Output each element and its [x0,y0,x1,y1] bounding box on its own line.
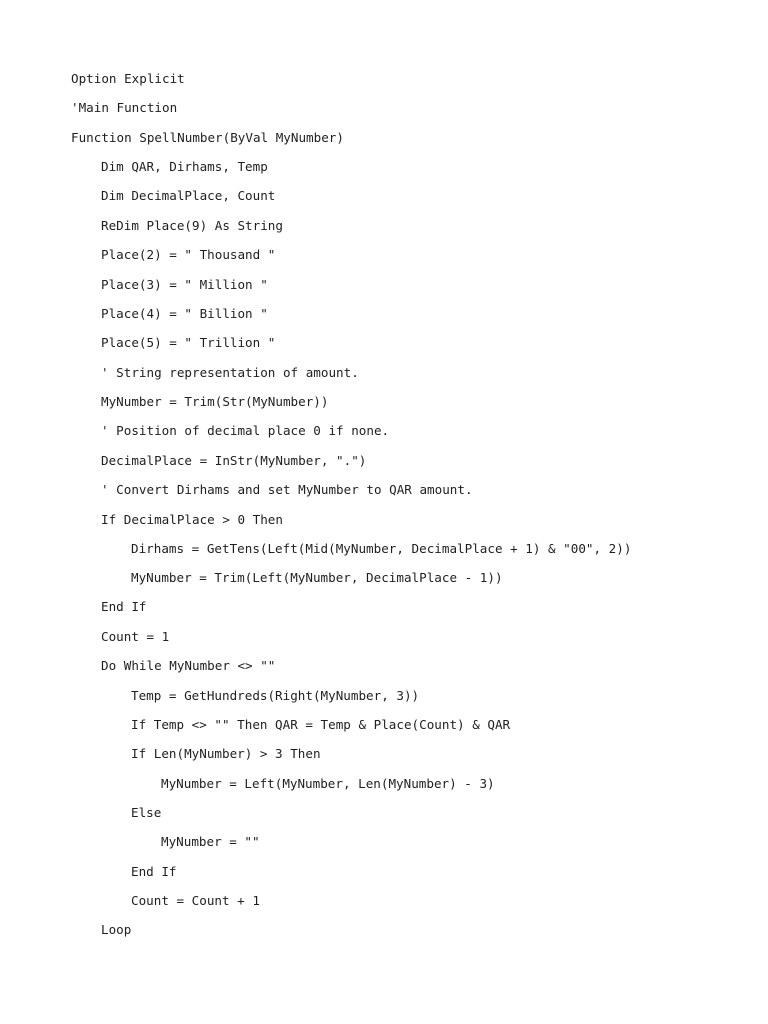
code-line: ' Convert Dirhams and set MyNumber to QAR amount. [101,482,473,497]
code-line: Place(5) = " Trillion " [101,335,276,350]
code-line: Else [131,805,162,820]
code-line: MyNumber = Trim(Str(MyNumber)) [101,394,329,409]
code-line: If DecimalPlace > 0 Then [101,512,283,527]
code-line: Count = 1 [101,629,170,644]
code-line: Place(2) = " Thousand " [101,247,276,262]
code-line: 'Main Function [71,100,178,115]
code-line: Dim QAR, Dirhams, Temp [101,159,268,174]
code-line: Temp = GetHundreds(Right(MyNumber, 3)) [131,688,420,703]
code-line: Place(4) = " Billion " [101,306,268,321]
code-line: ' Position of decimal place 0 if none. [101,423,390,438]
code-line: End If [101,599,147,614]
code-line: MyNumber = Trim(Left(MyNumber, DecimalPlace - 1)) [131,570,503,585]
code-line: MyNumber = "" [161,834,260,849]
code-line: If Len(MyNumber) > 3 Then [131,746,321,761]
code-line: End If [131,864,177,879]
code-line: ReDim Place(9) As String [101,218,283,233]
code-line: DecimalPlace = InStr(MyNumber, ".") [101,453,367,468]
code-line: Count = Count + 1 [131,893,260,908]
code-line: Do While MyNumber <> "" [101,658,276,673]
code-line: If Temp <> "" Then QAR = Temp & Place(Count) & QAR [131,717,511,732]
code-line: Function SpellNumber(ByVal MyNumber) [71,130,344,145]
code-line: Place(3) = " Million " [101,277,268,292]
code-line: Option Explicit [71,71,185,86]
code-line: Dim DecimalPlace, Count [101,188,276,203]
code-line: ' String representation of amount. [101,365,359,380]
code-line: MyNumber = Left(MyNumber, Len(MyNumber) - 3) [161,776,495,791]
code-line: Dirhams = GetTens(Left(Mid(MyNumber, DecimalPlace + 1) & "00", 2)) [131,541,632,556]
code-line: Loop [101,922,132,937]
